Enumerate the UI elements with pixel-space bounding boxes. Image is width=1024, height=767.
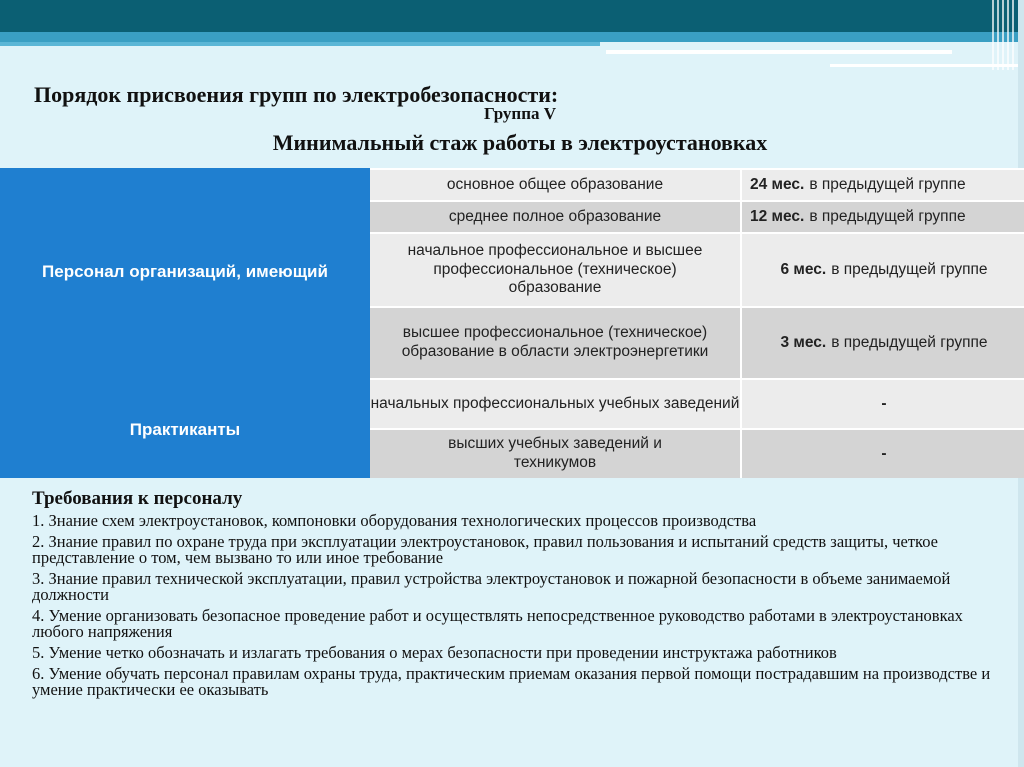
table-row bbox=[370, 232, 1024, 306]
page-title: Порядок присвоения групп по электробезопасности: bbox=[34, 82, 559, 107]
table-row bbox=[370, 168, 1024, 200]
group-subtitle: Группа V bbox=[483, 104, 557, 123]
requirements-section bbox=[32, 488, 1007, 703]
header-band-dark bbox=[0, 0, 1024, 32]
table-heading: Минимальный стаж работы в электроустановках bbox=[272, 130, 768, 155]
category-column bbox=[0, 168, 370, 478]
education-cell: основное общее образование bbox=[370, 170, 742, 200]
experience-months: 24 мес. bbox=[750, 176, 805, 193]
experience-months: 12 мес. bbox=[750, 208, 805, 225]
requirement-item: 4. Умение организовать безопасное проведение работ и осуществлять непосредственное руководство работами в электроустановках любого напряжения bbox=[32, 606, 963, 641]
header-band-thin bbox=[0, 42, 600, 46]
requirement-item: 6. Умение обучать персонал правилам охраны труда, практическим приемам оказания первой помощи пострадавшим на производстве и умение практически ее оказывать bbox=[32, 664, 991, 699]
experience-note: в предыдущей группе bbox=[831, 261, 988, 278]
experience-cell bbox=[744, 308, 1024, 378]
experience-table bbox=[0, 168, 1024, 478]
education-cell: начальное профессиональное и высшее профессиональное (техническое) образование bbox=[370, 234, 742, 306]
requirement-item: 1. Знание схем электроустановок, компоновки оборудования технологических процессов производства bbox=[32, 511, 757, 530]
header-line-white bbox=[606, 50, 952, 54]
education-cell: среднее полное образование bbox=[370, 202, 742, 232]
experience-months: - bbox=[881, 445, 887, 462]
experience-months: 6 мес. bbox=[780, 261, 827, 278]
experience-cell bbox=[744, 170, 1024, 200]
header-stripes bbox=[992, 0, 1016, 70]
experience-cell bbox=[744, 380, 1024, 428]
requirements-title: Требования к персоналу bbox=[32, 488, 243, 509]
experience-note: в предыдущей группе bbox=[809, 176, 966, 193]
table-row bbox=[370, 200, 1024, 232]
requirement-item: 2. Знание правил по охране труда при эксплуатации электроустановок, правил пользования и испытаний средств защиты, четкое представление о том, чем вызвано то или иное требование bbox=[32, 532, 939, 567]
experience-cell bbox=[744, 202, 1024, 232]
education-cell: высших учебных заведений и техникумов bbox=[370, 430, 742, 478]
experience-months: 3 мес. bbox=[780, 334, 827, 351]
table-row bbox=[370, 428, 1024, 478]
requirement-item: 3. Знание правил технической эксплуатации, правил устройства электроустановок и пожарной безопасности в объеме занимаемой должности bbox=[32, 569, 951, 604]
experience-months: - bbox=[881, 395, 887, 412]
experience-cell bbox=[744, 234, 1024, 306]
category-personnel: Персонал организаций, имеющий bbox=[42, 262, 328, 281]
education-cell: начальных профессиональных учебных заведений bbox=[370, 380, 742, 428]
table-row bbox=[370, 306, 1024, 378]
education-cell: высшее профессиональное (техническое) образование в области электроэнергетики bbox=[370, 308, 742, 378]
experience-note: в предыдущей группе bbox=[831, 334, 988, 351]
requirement-item: 5. Умение четко обозначать и излагать требования о мерах безопасности при проведении инструктажа работников bbox=[32, 643, 837, 662]
table-row bbox=[370, 378, 1024, 428]
category-trainees: Практиканты bbox=[129, 420, 241, 439]
experience-cell bbox=[744, 430, 1024, 478]
experience-note: в предыдущей группе bbox=[809, 208, 966, 225]
header-band-light bbox=[0, 32, 1024, 42]
